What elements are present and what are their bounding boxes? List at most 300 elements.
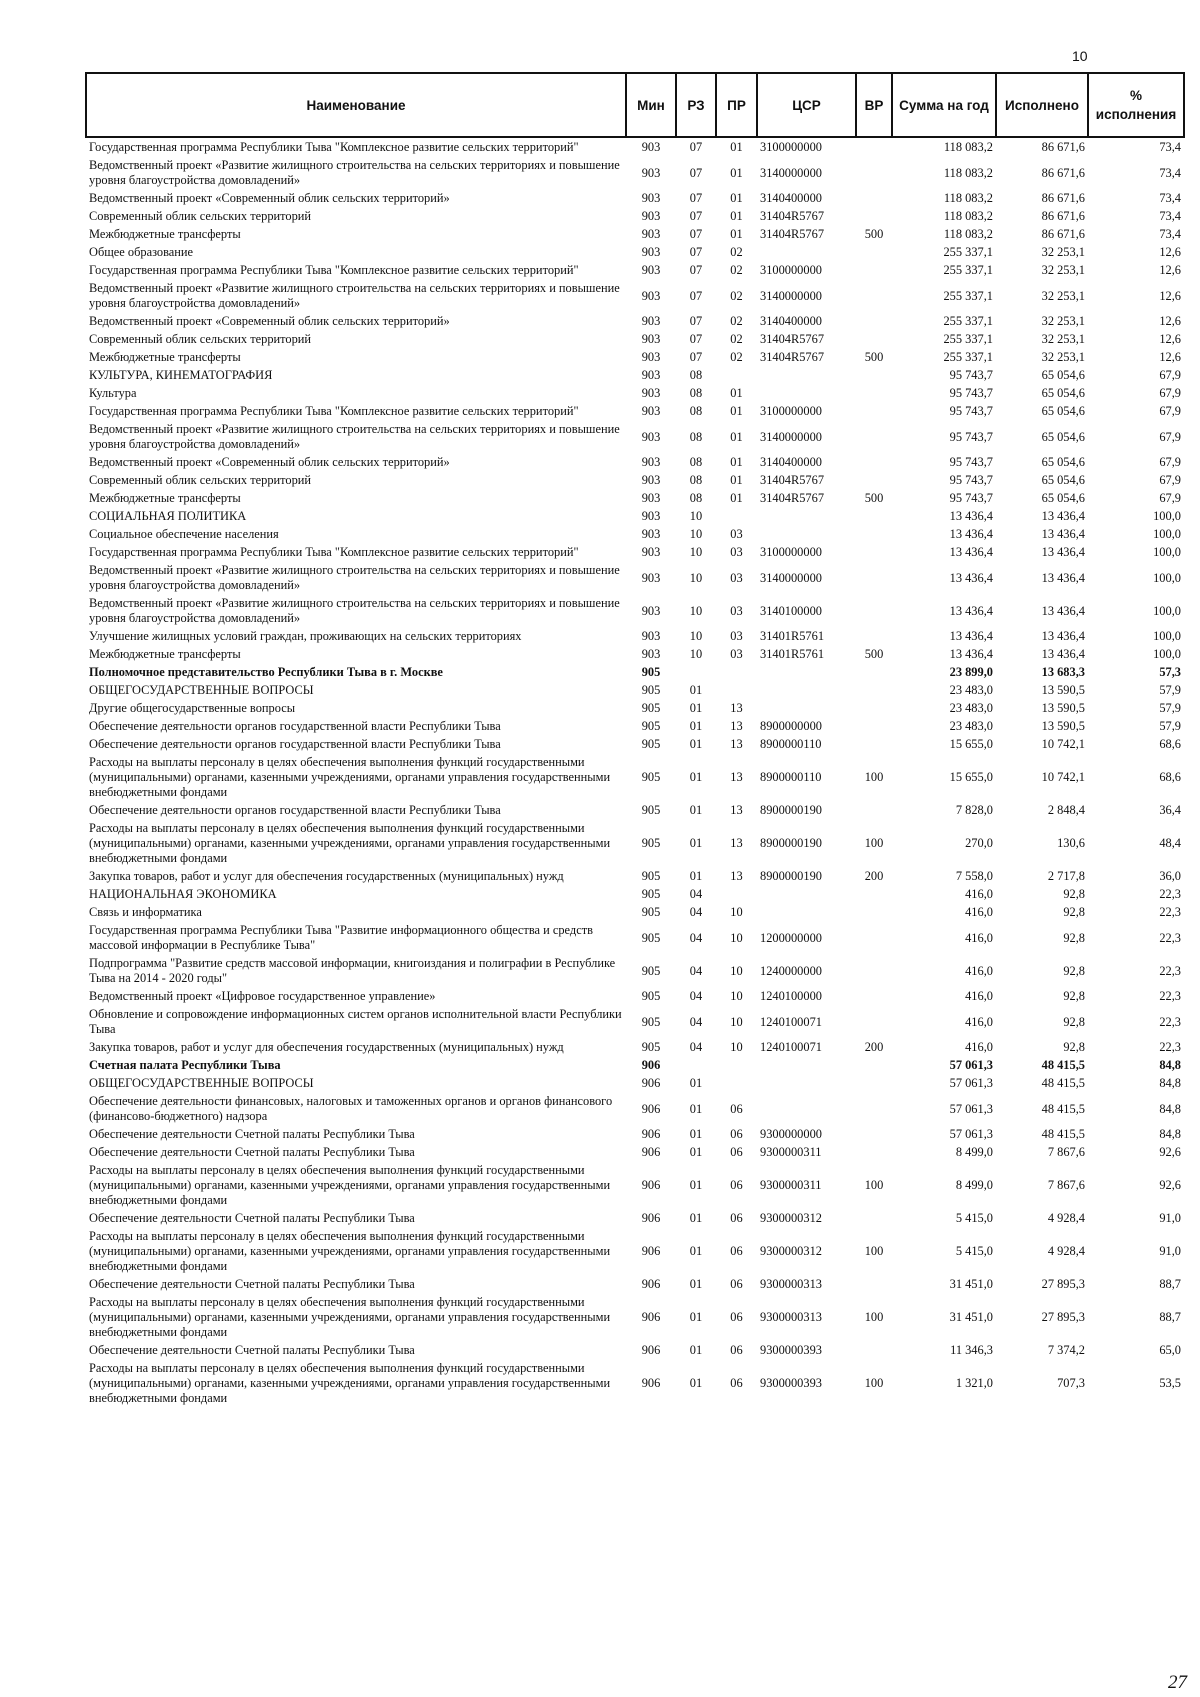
table-row xyxy=(86,645,1184,663)
row-name-cell: Ведомственный проект «Развитие жилищного строительства на сельских территориях и повышение уровня благоустройства домовладений» xyxy=(89,158,620,187)
row-pr-cell: 02 xyxy=(730,245,743,259)
row-name-cell: Полномочное представительство Республики Тыва в г. Москве xyxy=(89,665,443,679)
row-vr-cell xyxy=(856,954,892,987)
row-min-cell: 906 xyxy=(641,1310,661,1324)
row-csr-cell: 31404R5767 xyxy=(760,350,825,364)
table-row xyxy=(86,156,1184,189)
row-min-cell: 903 xyxy=(641,455,661,469)
row-csr-cell: 3100000000 xyxy=(760,140,822,154)
row-done-cell: 7 374,2 xyxy=(1047,1343,1085,1357)
row-pr-cell: 06 xyxy=(730,1244,743,1258)
row-vr-cell: 200 xyxy=(864,869,884,883)
row-name-cell: ОБЩЕГОСУДАРСТВЕННЫЕ ВОПРОСЫ xyxy=(89,683,314,697)
row-name-cell: Расходы на выплаты персоналу в целях обеспечения выполнения функций государственными (муниципальными) органами, казенными учреждениями, органами управления государственными внебюджетными фондами xyxy=(89,1361,611,1405)
table-row xyxy=(86,243,1184,261)
row-vr-cell xyxy=(856,594,892,627)
row-name-cell: Обеспечение деятельности Счетной палаты Республики Тыва xyxy=(89,1145,415,1159)
table-row xyxy=(86,330,1184,348)
row-pct-cell: 100,0 xyxy=(1153,603,1181,618)
row-sum-cell: 7 558,0 xyxy=(955,869,993,883)
row-rz-cell: 08 xyxy=(689,386,703,400)
row-rz-cell: 08 xyxy=(689,404,703,418)
table-row xyxy=(86,717,1184,735)
row-pct-cell: 73,4 xyxy=(1159,209,1181,223)
row-min-cell: 905 xyxy=(641,701,661,715)
row-pct-cell: 22,3 xyxy=(1159,1040,1181,1054)
row-min-cell: 906 xyxy=(641,1145,661,1159)
row-vr-cell xyxy=(856,543,892,561)
table-row xyxy=(86,987,1184,1005)
row-pct-cell: 100,0 xyxy=(1153,545,1181,559)
row-vr-cell xyxy=(856,627,892,645)
row-sum-cell: 95 743,7 xyxy=(949,491,993,505)
row-csr-cell: 9300000393 xyxy=(760,1376,822,1390)
row-sum-cell: 5 415,0 xyxy=(955,1244,993,1258)
row-done-cell: 13 436,4 xyxy=(1041,570,1085,585)
row-pct-cell: 73,4 xyxy=(1159,165,1181,180)
row-pr-cell: 01 xyxy=(730,455,743,469)
row-done-cell: 7 867,6 xyxy=(1047,1145,1085,1159)
row-pct-cell: 67,9 xyxy=(1159,455,1181,469)
row-vr-cell xyxy=(856,1209,892,1227)
row-min-cell: 905 xyxy=(641,963,661,978)
row-csr-cell: 1240100071 xyxy=(760,1040,822,1054)
row-csr-cell: 8900000110 xyxy=(760,770,822,784)
table-row xyxy=(86,402,1184,420)
row-sum-cell: 23 483,0 xyxy=(949,701,993,715)
row-rz-cell: 04 xyxy=(689,989,703,1003)
row-min-cell: 903 xyxy=(641,332,661,346)
row-name-cell: Межбюджетные трансферты xyxy=(89,227,241,241)
row-rz-cell: 07 xyxy=(689,314,703,328)
row-done-cell: 27 895,3 xyxy=(1041,1310,1085,1324)
row-sum-cell: 7 828,0 xyxy=(955,803,993,817)
row-sum-cell: 13 436,4 xyxy=(949,509,993,523)
row-csr-cell xyxy=(757,366,856,384)
row-pct-cell: 92,6 xyxy=(1159,1178,1181,1192)
row-pct-cell: 100,0 xyxy=(1153,527,1181,541)
row-done-cell: 92,8 xyxy=(1063,1014,1085,1029)
row-min-cell: 905 xyxy=(641,989,661,1003)
row-name-cell: Обеспечение деятельности органов государственной власти Республики Тыва xyxy=(89,719,501,733)
row-name-cell: Ведомственный проект «Современный облик сельских территорий» xyxy=(89,191,450,205)
row-name-cell: Межбюджетные трансферты xyxy=(89,350,241,364)
row-rz-cell: 01 xyxy=(689,1310,703,1324)
row-rz-cell: 01 xyxy=(689,701,703,715)
row-min-cell: 903 xyxy=(641,350,661,364)
row-rz-cell: 04 xyxy=(689,930,703,945)
table-row xyxy=(86,819,1184,867)
row-csr-cell: 3140000000 xyxy=(760,288,822,303)
column-header-name: Наименование xyxy=(86,73,626,137)
row-pr-cell: 03 xyxy=(730,647,743,661)
row-pr-cell: 10 xyxy=(730,1040,743,1054)
row-done-cell: 13 436,4 xyxy=(1041,545,1085,559)
row-min-cell: 903 xyxy=(641,245,661,259)
row-rz-cell: 07 xyxy=(689,288,703,303)
table-row xyxy=(86,1359,1184,1407)
row-sum-cell: 255 337,1 xyxy=(943,263,993,277)
row-pct-cell: 36,0 xyxy=(1159,869,1181,883)
row-min-cell: 903 xyxy=(641,603,661,618)
row-csr-cell: 31404R5767 xyxy=(760,227,825,241)
column-header-rz: РЗ xyxy=(676,73,716,137)
table-row xyxy=(86,420,1184,453)
row-done-cell: 65 054,6 xyxy=(1041,491,1085,505)
row-sum-cell: 5 415,0 xyxy=(955,1211,993,1225)
row-pr-cell: 01 xyxy=(730,386,743,400)
row-pct-cell: 73,4 xyxy=(1159,140,1181,154)
row-name-cell: Ведомственный проект «Развитие жилищного строительства на сельских территориях и повышение уровня благоустройства домовладений» xyxy=(89,596,620,625)
row-pct-cell: 22,3 xyxy=(1159,887,1181,901)
row-sum-cell: 95 743,7 xyxy=(949,368,993,382)
row-rz-cell: 07 xyxy=(689,332,703,346)
column-header-vr: ВР xyxy=(856,73,892,137)
row-name-cell: Государственная программа Республики Тыва "Развитие информационного общества и средств массовой информации в Республике Тыва" xyxy=(89,923,593,952)
table-row xyxy=(86,189,1184,207)
row-sum-cell: 416,0 xyxy=(965,963,993,978)
row-min-cell: 903 xyxy=(641,227,661,241)
row-done-cell: 65 054,6 xyxy=(1041,386,1085,400)
row-name-cell: Ведомственный проект «Развитие жилищного строительства на сельских территориях и повышение уровня благоустройства домовладений» xyxy=(89,422,620,451)
table-row xyxy=(86,471,1184,489)
row-name-cell: Связь и информатика xyxy=(89,905,202,919)
row-min-cell: 903 xyxy=(641,263,661,277)
row-min-cell: 903 xyxy=(641,491,661,505)
row-vr-cell xyxy=(856,156,892,189)
row-rz-cell: 07 xyxy=(689,245,703,259)
row-pct-cell: 57,9 xyxy=(1159,683,1181,697)
row-min-cell: 903 xyxy=(641,404,661,418)
row-min-cell: 905 xyxy=(641,836,661,850)
row-vr-cell xyxy=(856,699,892,717)
row-name-cell: Обновление и сопровождение информационных систем органов исполнительной власти Республики Тыва xyxy=(89,1007,622,1036)
table-row xyxy=(86,225,1184,243)
row-csr-cell: 3100000000 xyxy=(760,263,822,277)
row-pct-cell: 57,3 xyxy=(1159,665,1181,679)
table-row xyxy=(86,681,1184,699)
row-pct-cell: 12,6 xyxy=(1159,245,1181,259)
table-row xyxy=(86,663,1184,681)
row-pct-cell: 91,0 xyxy=(1159,1211,1181,1225)
row-pr-cell xyxy=(716,507,757,525)
row-pr-cell: 06 xyxy=(730,1277,743,1291)
row-vr-cell xyxy=(856,207,892,225)
row-pct-cell: 12,6 xyxy=(1159,332,1181,346)
row-done-cell: 92,8 xyxy=(1063,930,1085,945)
row-vr-cell xyxy=(856,525,892,543)
row-done-cell: 86 671,6 xyxy=(1041,209,1085,223)
row-sum-cell: 15 655,0 xyxy=(949,737,993,751)
row-vr-cell xyxy=(856,801,892,819)
row-vr-cell xyxy=(856,1341,892,1359)
row-min-cell: 903 xyxy=(641,191,661,205)
row-csr-cell xyxy=(757,525,856,543)
row-pr-cell: 13 xyxy=(730,770,743,784)
row-name-cell: Закупка товаров, работ и услуг для обеспечения государственных (муниципальных) нужд xyxy=(89,1040,564,1054)
row-pr-cell: 13 xyxy=(730,803,743,817)
row-done-cell: 13 436,4 xyxy=(1041,509,1085,523)
row-rz-cell: 10 xyxy=(689,629,703,643)
row-pr-cell: 01 xyxy=(730,165,743,180)
table-row xyxy=(86,489,1184,507)
row-pct-cell: 57,9 xyxy=(1159,719,1181,733)
row-csr-cell: 9300000393 xyxy=(760,1343,822,1357)
row-csr-cell: 9300000311 xyxy=(760,1178,822,1192)
row-rz-cell: 10 xyxy=(689,527,703,541)
row-csr-cell: 3140000000 xyxy=(760,570,822,585)
row-vr-cell xyxy=(856,921,892,954)
row-sum-cell: 118 083,2 xyxy=(943,227,993,241)
row-vr-cell xyxy=(856,735,892,753)
table-row xyxy=(86,801,1184,819)
row-name-cell: Обеспечение деятельности органов государственной власти Республики Тыва xyxy=(89,803,501,817)
row-min-cell: 903 xyxy=(641,629,661,643)
row-name-cell: Обеспечение деятельности финансовых, налоговых и таможенных органов и органов финансового (финансово-бюджетного) надзора xyxy=(89,1094,613,1123)
row-name-cell: Обеспечение деятельности Счетной палаты Республики Тыва xyxy=(89,1127,415,1141)
row-rz-cell: 04 xyxy=(689,905,703,919)
table-row xyxy=(86,1143,1184,1161)
row-sum-cell: 95 743,7 xyxy=(949,455,993,469)
row-rz-cell: 01 xyxy=(689,869,703,883)
row-name-cell: Государственная программа Республики Тыва "Комплексное развитие сельских территорий" xyxy=(89,545,579,559)
table-row xyxy=(86,507,1184,525)
row-vr-cell: 500 xyxy=(864,491,884,505)
row-min-cell: 906 xyxy=(641,1244,661,1258)
row-name-cell: Ведомственный проект «Современный облик сельских территорий» xyxy=(89,314,450,328)
table-row xyxy=(86,1056,1184,1074)
row-csr-cell: 9300000312 xyxy=(760,1211,822,1225)
row-name-cell: Государственная программа Республики Тыва "Комплексное развитие сельских территорий" xyxy=(89,263,579,277)
row-name-cell: Ведомственный проект «Цифровое государственное управление» xyxy=(89,989,436,1003)
row-name-cell: НАЦИОНАЛЬНАЯ ЭКОНОМИКА xyxy=(89,887,277,901)
row-vr-cell xyxy=(856,1074,892,1092)
table-row xyxy=(86,954,1184,987)
row-sum-cell: 255 337,1 xyxy=(943,350,993,364)
row-name-cell: Государственная программа Республики Тыва "Комплексное развитие сельских территорий" xyxy=(89,404,579,418)
row-min-cell: 903 xyxy=(641,386,661,400)
row-rz-cell: 07 xyxy=(689,191,703,205)
row-name-cell: Ведомственный проект «Современный облик сельских территорий» xyxy=(89,455,450,469)
row-csr-cell: 3100000000 xyxy=(760,545,822,559)
row-pr-cell: 06 xyxy=(730,1211,743,1225)
row-rz-cell: 01 xyxy=(689,1178,703,1192)
row-min-cell: 906 xyxy=(641,1277,661,1291)
row-sum-cell: 95 743,7 xyxy=(949,386,993,400)
row-min-cell: 903 xyxy=(641,509,661,523)
row-pr-cell: 10 xyxy=(730,1014,743,1029)
row-vr-cell xyxy=(856,1143,892,1161)
row-min-cell: 906 xyxy=(641,1127,661,1141)
row-sum-cell: 255 337,1 xyxy=(943,288,993,303)
row-name-cell: Обеспечение деятельности органов государственной власти Республики Тыва xyxy=(89,737,501,751)
row-vr-cell xyxy=(856,384,892,402)
row-csr-cell: 8900000190 xyxy=(760,836,822,850)
row-min-cell: 905 xyxy=(641,665,661,679)
row-name-cell: Расходы на выплаты персоналу в целях обеспечения выполнения функций государственными (муниципальными) органами, казенными учреждениями, органами управления государственными внебюджетными фондами xyxy=(89,821,611,865)
row-csr-cell: 3140400000 xyxy=(760,455,822,469)
row-min-cell: 903 xyxy=(641,429,661,444)
table-row xyxy=(86,735,1184,753)
row-vr-cell: 100 xyxy=(864,836,884,850)
row-pct-cell: 22,3 xyxy=(1159,930,1181,945)
table-row xyxy=(86,384,1184,402)
row-csr-cell: 31404R5767 xyxy=(760,332,825,346)
row-done-cell: 92,8 xyxy=(1063,905,1085,919)
row-vr-cell xyxy=(856,1125,892,1143)
row-name-cell: Культура xyxy=(89,386,137,400)
table-row xyxy=(86,627,1184,645)
handwritten-page-mark: 27 xyxy=(1168,1672,1187,1693)
row-vr-cell xyxy=(856,243,892,261)
row-pr-cell: 13 xyxy=(730,737,743,751)
row-rz-cell: 04 xyxy=(689,887,703,901)
row-min-cell: 906 xyxy=(641,1076,661,1090)
row-done-cell: 13 683,3 xyxy=(1041,665,1085,679)
row-vr-cell xyxy=(856,261,892,279)
row-pr-cell: 03 xyxy=(730,545,743,559)
row-vr-cell xyxy=(856,1056,892,1074)
row-done-cell: 65 054,6 xyxy=(1041,455,1085,469)
row-sum-cell: 11 346,3 xyxy=(950,1343,993,1357)
row-name-cell: Общее образование xyxy=(89,245,194,259)
row-done-cell: 48 415,5 xyxy=(1041,1127,1085,1141)
row-csr-cell: 9300000312 xyxy=(760,1244,822,1258)
row-sum-cell: 1 321,0 xyxy=(955,1376,993,1390)
row-vr-cell xyxy=(856,987,892,1005)
row-vr-cell xyxy=(856,330,892,348)
row-sum-cell: 255 337,1 xyxy=(943,332,993,346)
row-rz-cell: 01 xyxy=(689,836,703,850)
table-row xyxy=(86,903,1184,921)
column-header-sum: Сумма на год xyxy=(892,73,996,137)
row-pct-cell: 48,4 xyxy=(1159,836,1181,850)
row-pct-cell: 67,9 xyxy=(1159,368,1181,382)
row-sum-cell: 416,0 xyxy=(965,989,993,1003)
row-pr-cell: 02 xyxy=(730,288,743,303)
row-sum-cell: 23 483,0 xyxy=(949,719,993,733)
row-pct-cell: 22,3 xyxy=(1159,905,1181,919)
table-row xyxy=(86,1293,1184,1341)
table-row xyxy=(86,543,1184,561)
row-pr-cell: 01 xyxy=(730,404,743,418)
row-rz-cell: 01 xyxy=(689,1211,703,1225)
row-pr-cell: 01 xyxy=(730,227,743,241)
row-min-cell: 903 xyxy=(641,527,661,541)
table-row xyxy=(86,366,1184,384)
row-csr-cell: 3140400000 xyxy=(760,314,822,328)
row-done-cell: 86 671,6 xyxy=(1041,191,1085,205)
row-pr-cell xyxy=(716,1056,757,1074)
row-done-cell: 65 054,6 xyxy=(1041,473,1085,487)
row-done-cell: 48 415,5 xyxy=(1041,1101,1085,1116)
row-pr-cell xyxy=(716,1074,757,1092)
table-row xyxy=(86,279,1184,312)
row-vr-cell: 100 xyxy=(864,1178,884,1192)
row-sum-cell: 23 899,0 xyxy=(949,665,993,679)
row-sum-cell: 95 743,7 xyxy=(949,404,993,418)
row-min-cell: 903 xyxy=(641,140,661,154)
row-pr-cell: 10 xyxy=(730,905,743,919)
row-pr-cell: 06 xyxy=(730,1145,743,1159)
row-pr-cell: 06 xyxy=(730,1343,743,1357)
row-csr-cell xyxy=(757,681,856,699)
table-row xyxy=(86,1074,1184,1092)
row-csr-cell xyxy=(757,1056,856,1074)
row-done-cell: 13 436,4 xyxy=(1041,647,1085,661)
row-sum-cell: 13 436,4 xyxy=(949,647,993,661)
row-sum-cell: 13 436,4 xyxy=(949,545,993,559)
row-min-cell: 905 xyxy=(641,719,661,733)
row-rz-cell: 07 xyxy=(689,350,703,364)
row-vr-cell: 200 xyxy=(864,1040,884,1054)
row-pr-cell: 10 xyxy=(730,989,743,1003)
row-vr-cell xyxy=(856,561,892,594)
row-csr-cell: 1240000000 xyxy=(760,963,822,978)
row-csr-cell xyxy=(757,663,856,681)
row-pr-cell: 01 xyxy=(730,473,743,487)
row-csr-cell: 3140100000 xyxy=(760,603,822,618)
row-pr-cell: 13 xyxy=(730,836,743,850)
row-done-cell: 92,8 xyxy=(1063,887,1085,901)
row-sum-cell: 13 436,4 xyxy=(949,629,993,643)
row-csr-cell: 3100000000 xyxy=(760,404,822,418)
row-pct-cell: 84,8 xyxy=(1159,1127,1181,1141)
row-name-cell: Обеспечение деятельности Счетной палаты Республики Тыва xyxy=(89,1343,415,1357)
row-done-cell: 32 253,1 xyxy=(1041,245,1085,259)
row-sum-cell: 416,0 xyxy=(965,1040,993,1054)
row-sum-cell: 416,0 xyxy=(965,1014,993,1029)
row-vr-cell xyxy=(856,453,892,471)
table-row xyxy=(86,525,1184,543)
row-rz-cell: 10 xyxy=(689,545,703,559)
row-vr-cell xyxy=(856,189,892,207)
row-pr-cell: 13 xyxy=(730,719,743,733)
row-rz-cell: 01 xyxy=(689,1343,703,1357)
row-vr-cell xyxy=(856,312,892,330)
table-row xyxy=(86,867,1184,885)
row-sum-cell: 255 337,1 xyxy=(943,314,993,328)
row-pct-cell: 12,6 xyxy=(1159,350,1181,364)
row-vr-cell: 500 xyxy=(864,227,884,241)
row-pct-cell: 57,9 xyxy=(1159,701,1181,715)
row-rz-cell: 10 xyxy=(689,647,703,661)
row-pr-cell: 02 xyxy=(730,332,743,346)
row-vr-cell xyxy=(856,663,892,681)
row-min-cell: 903 xyxy=(641,545,661,559)
table-row xyxy=(86,137,1184,156)
row-done-cell: 2 717,8 xyxy=(1047,869,1085,883)
column-header-pr: ПР xyxy=(716,73,757,137)
row-min-cell: 906 xyxy=(641,1058,661,1072)
row-pct-cell: 84,8 xyxy=(1159,1076,1181,1090)
row-pr-cell: 02 xyxy=(730,314,743,328)
row-pct-cell: 100,0 xyxy=(1153,509,1181,523)
row-name-cell: Расходы на выплаты персоналу в целях обеспечения выполнения функций государственными (муниципальными) органами, казенными учреждениями, органами управления государственными внебюджетными фондами xyxy=(89,755,611,799)
row-sum-cell: 118 083,2 xyxy=(943,209,993,223)
row-pr-cell: 10 xyxy=(730,963,743,978)
row-vr-cell xyxy=(856,507,892,525)
row-name-cell: Расходы на выплаты персоналу в целях обеспечения выполнения функций государственными (муниципальными) органами, казенными учреждениями, органами управления государственными внебюджетными фондами xyxy=(89,1295,611,1339)
row-sum-cell: 31 451,0 xyxy=(949,1277,993,1291)
row-sum-cell: 31 451,0 xyxy=(949,1310,993,1324)
row-name-cell: Обеспечение деятельности Счетной палаты Республики Тыва xyxy=(89,1277,415,1291)
row-rz-cell: 04 xyxy=(689,1014,703,1029)
row-done-cell: 4 928,4 xyxy=(1047,1244,1085,1258)
row-rz-cell: 10 xyxy=(689,603,703,618)
row-pct-cell: 88,7 xyxy=(1159,1277,1181,1291)
row-done-cell: 86 671,6 xyxy=(1041,165,1085,180)
